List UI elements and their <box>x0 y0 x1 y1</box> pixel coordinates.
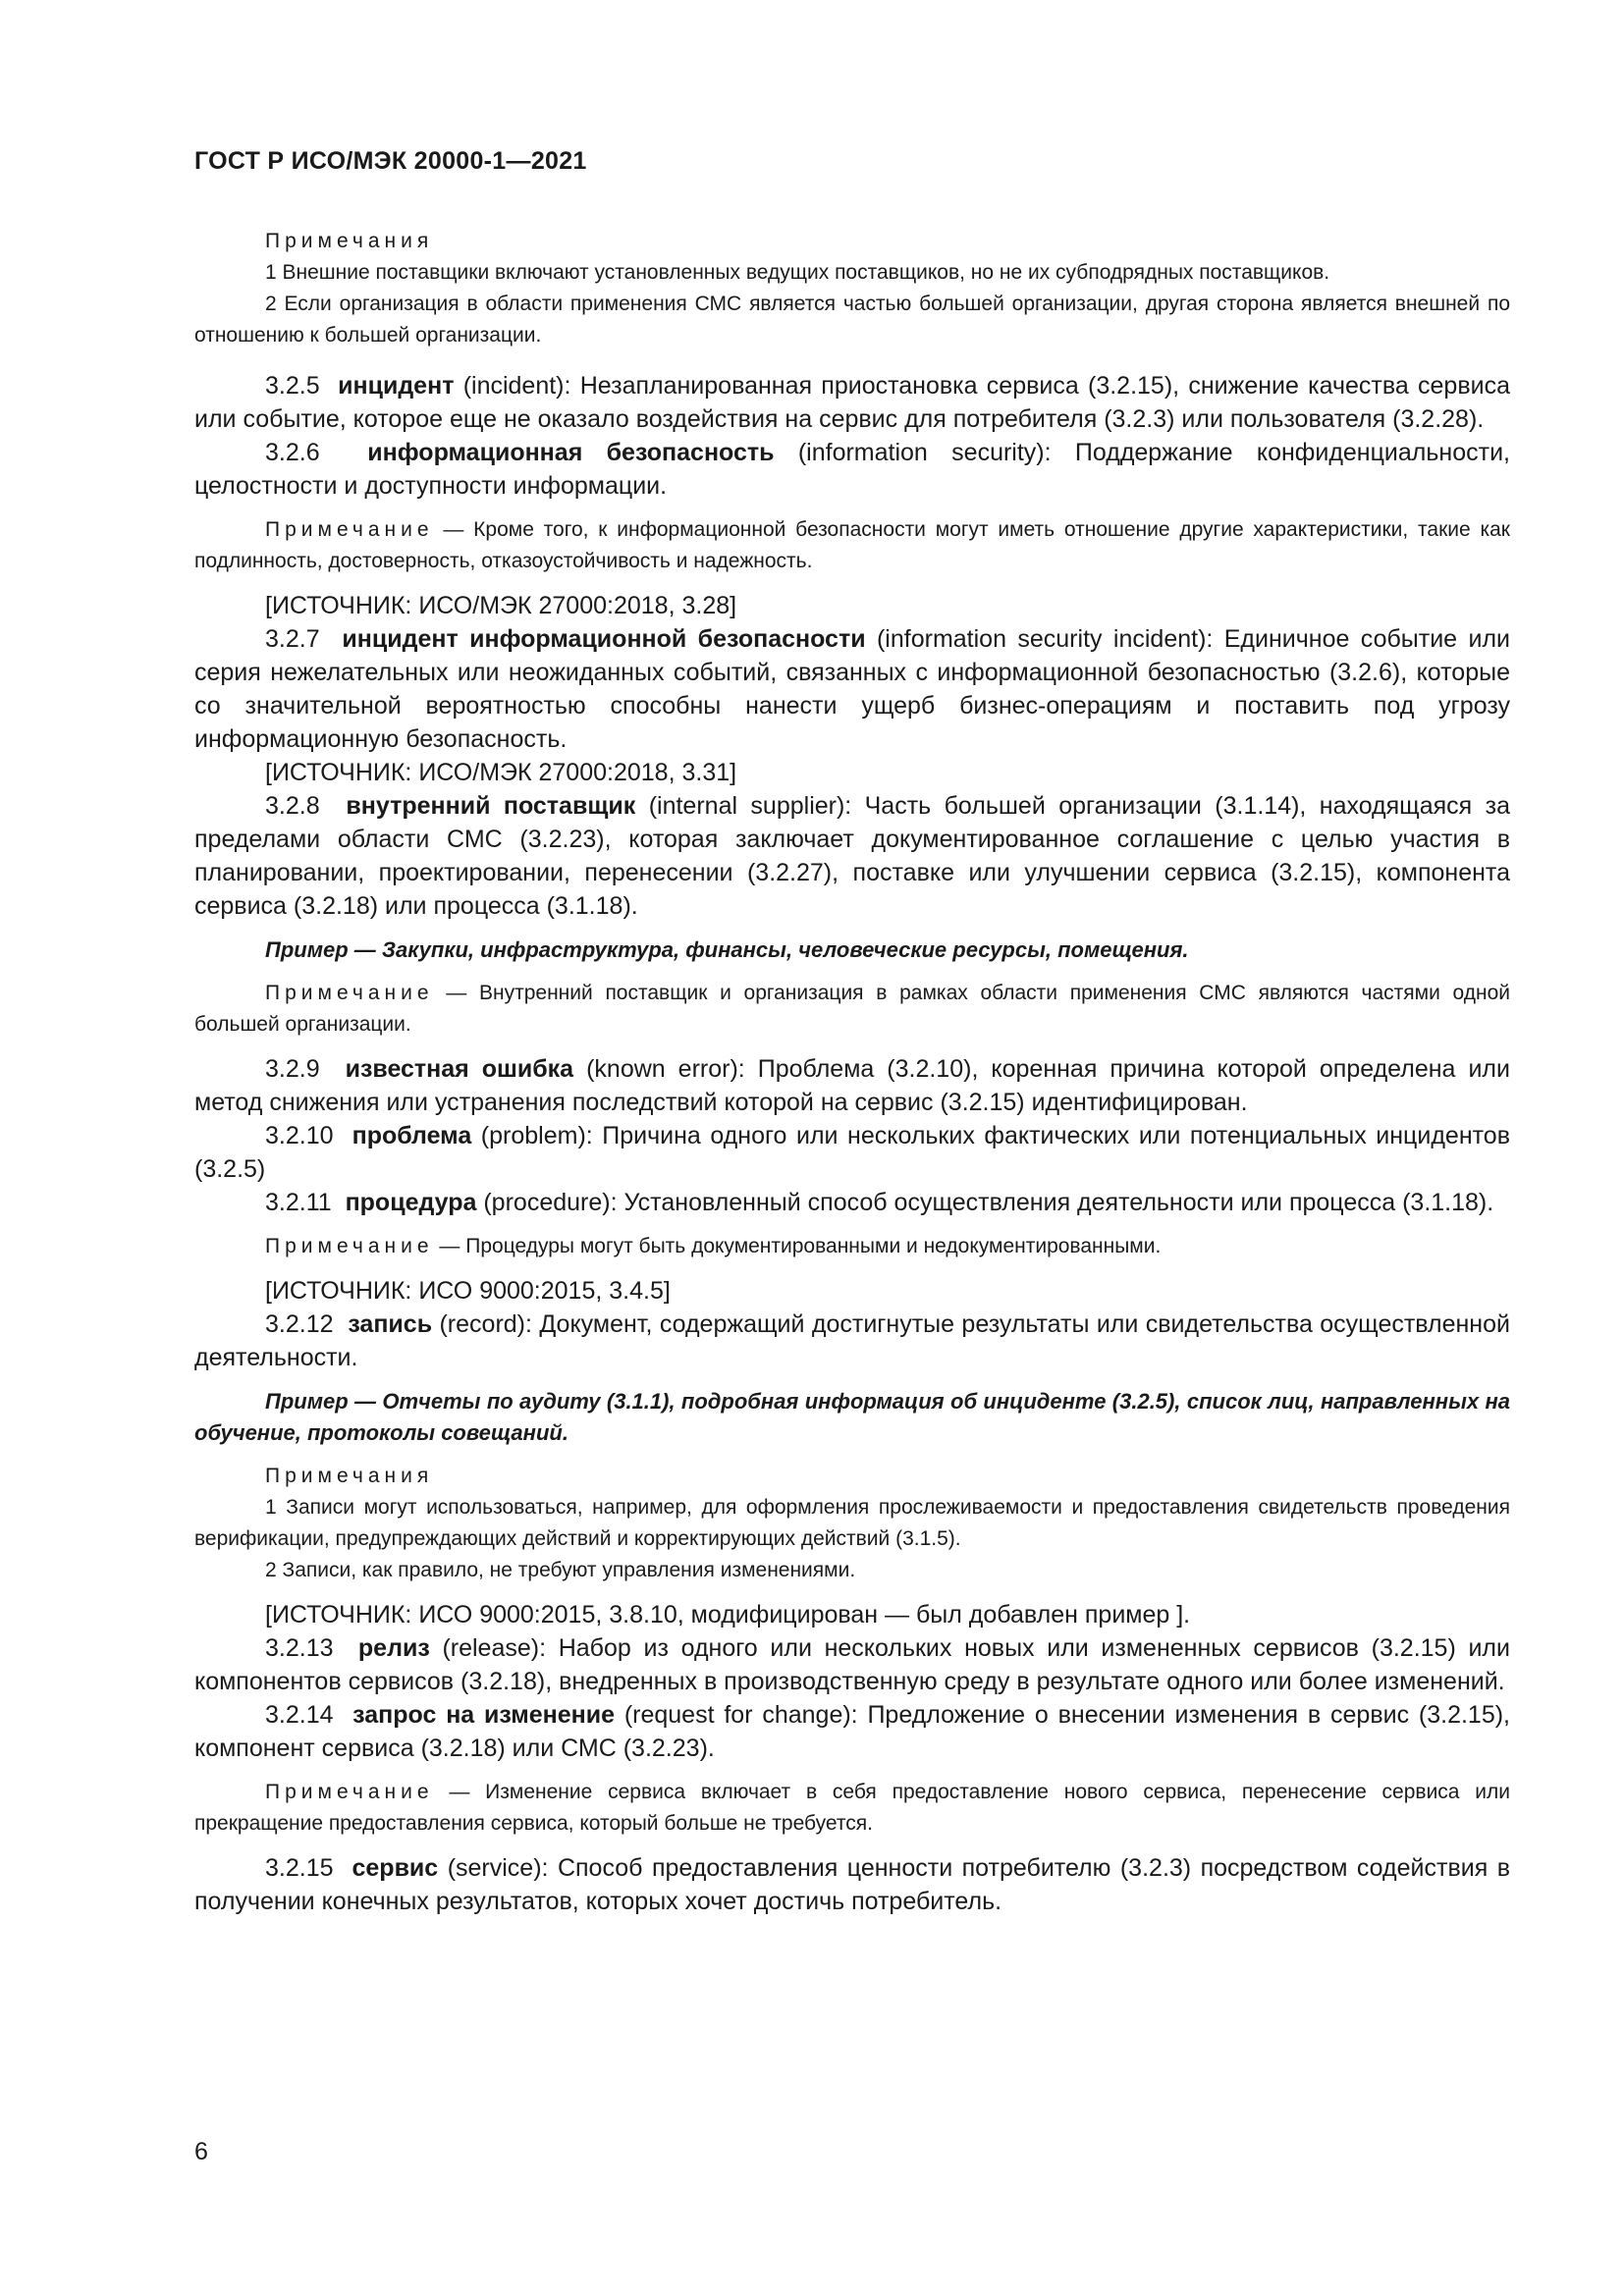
term-number: 3.2.14 <box>265 1701 334 1729</box>
note-text: — Кроме того, к информационной безопасности могут иметь отношение другие характеристики, такие как подлинность, достоверность, отказоустойчивость и надежность. <box>194 518 1510 572</box>
term-3-2-12 <box>194 1308 1510 1374</box>
term-3-2-6 <box>194 436 1510 503</box>
term-definition: (service): Способ предоставления ценности потребителю (3.2.3) посредством содействия в получении конечных результатов, которых хочет достичь потребитель. <box>194 1854 1510 1915</box>
term-name: релиз <box>357 1634 430 1662</box>
notes-heading: Примечания <box>265 1465 434 1487</box>
note-text: — Процедуры могут быть документированными и недокументированными. <box>439 1235 1162 1257</box>
term-definition: (release): Набор из одного или нескольких новых или измененных сервисов (3.2.15) или компонентов сервисов (3.2.18), внедренных в производственную среду в результате одного или более изменений. <box>194 1634 1510 1695</box>
term-name: внутренний поставщик <box>346 792 636 820</box>
term-3-2-8 <box>194 789 1510 923</box>
term-number: 3.2.15 <box>265 1854 334 1882</box>
term-number: 3.2.6 <box>265 439 320 466</box>
note-label: Примечание <box>265 1781 434 1803</box>
term-3-2-7 <box>194 622 1510 756</box>
term-3-2-13 <box>194 1631 1510 1698</box>
note-item: 1 Внешние поставщики включают установленных ведущих поставщиков, но не их субподрядных поставщиков. <box>265 261 1330 284</box>
page-number: 6 <box>194 2138 208 2165</box>
source-reference: [ИСТОЧНИК: ИСО 9000:2015, 3.4.5] <box>265 1277 671 1305</box>
term-name: известная ошибка <box>345 1055 574 1083</box>
note-item: 2 Записи, как правило, не требуют управления изменениями. <box>265 1559 856 1581</box>
term-definition: (record): Документ, содержащий достигнутые результаты или свидетельства осуществленной деятельности. <box>194 1310 1510 1371</box>
source-reference: [ИСТОЧНИК: ИСО 9000:2015, 3.8.10, модифицирован — был добавлен пример ]. <box>265 1601 1191 1629</box>
note-text: — Изменение сервиса включает в себя предоставление нового сервиса, перенесение сервиса или прекращение предоставления сервиса, который больше не требуется. <box>194 1781 1510 1835</box>
term-name: инцидент <box>338 372 455 400</box>
page-content <box>194 226 1510 1918</box>
example: Пример — Отчеты по аудиту (3.1.1), подробная информация об инциденте (3.2.5), список лиц, направленных на обучение, протоколы совещаний. <box>194 1389 1510 1445</box>
note <box>194 514 1510 577</box>
term-definition: (internal supplier): Часть большей организации (3.1.14), находящаяся за пределами области СМС (3.2.23), которая заключает документированное соглашение с целью участия в планировании, проектировании, перенесении (3.2.27), поставке или улучшении сервиса (3.2.15), компонента сервиса (3.2.18) или процесса (3.1.18). <box>194 792 1510 920</box>
note-label: Примечание <box>265 1235 434 1257</box>
term-3-2-10 <box>194 1119 1510 1186</box>
term-definition: (problem): Причина одного или нескольких фактических или потенциальных инцидентов (3.2.5) <box>194 1122 1510 1183</box>
term-definition: (request for change): Предложение о внесении изменения в сервис (3.2.15), компонент сервиса (3.2.18) или СМС (3.2.23). <box>194 1701 1510 1762</box>
term-number: 3.2.7 <box>265 625 320 653</box>
term-3-2-14 <box>194 1698 1510 1765</box>
term-number: 3.2.11 <box>265 1189 332 1216</box>
term-name: инцидент информационной безопасности <box>342 625 866 653</box>
note-item: 2 Если организация в области применения СМС является частью большей организации, другая сторона является внешней по отношению к большей организации. <box>194 293 1510 347</box>
term-name: сервис <box>352 1854 439 1882</box>
term-definition: (incident): Незапланированная приостановка сервиса (3.2.15), снижение качества сервиса или событие, которое еще не оказало воздействия на сервис для потребителя (3.2.3) или пользователя (3.2.28). <box>194 372 1510 433</box>
note-label: Примечание <box>265 982 434 1004</box>
term-name: запрос на изменение <box>352 1701 615 1729</box>
note-text: — Внутренний поставщик и организация в рамках области применения СМС являются частями одной большей организации. <box>194 982 1510 1036</box>
example: Пример — Закупки, инфраструктура, финансы, человеческие ресурсы, помещения. <box>265 937 1189 962</box>
term-name: проблема <box>352 1122 472 1149</box>
term-number: 3.2.10 <box>265 1122 334 1149</box>
term-3-2-5 <box>194 369 1510 436</box>
term-number: 3.2.13 <box>265 1634 334 1662</box>
source-reference: [ИСТОЧНИК: ИСО/МЭК 27000:2018, 3.31] <box>265 759 737 786</box>
term-number: 3.2.9 <box>265 1055 320 1083</box>
term-3-2-9 <box>194 1052 1510 1119</box>
source-reference: [ИСТОЧНИК: ИСО/МЭК 27000:2018, 3.28] <box>265 592 737 619</box>
term-3-2-11 <box>194 1186 1510 1219</box>
term-definition: (information security): Поддержание конфиденциальности, целостности и доступности информации. <box>194 439 1510 500</box>
note <box>194 1777 1510 1840</box>
term-number: 3.2.5 <box>265 372 320 400</box>
notes-heading: Примечания <box>265 230 434 252</box>
term-name: запись <box>348 1310 433 1338</box>
term-name: информационная безопасность <box>367 439 775 466</box>
note-label: Примечание <box>265 518 434 541</box>
term-number: 3.2.8 <box>265 792 320 820</box>
note <box>194 1231 1510 1262</box>
page-header-title: ГОСТ Р ИСО/МЭК 20000-1—2021 <box>194 147 587 175</box>
term-name: процедура <box>345 1189 477 1216</box>
term-number: 3.2.12 <box>265 1310 334 1338</box>
note <box>194 978 1510 1041</box>
note-item: 1 Записи могут использоваться, например, для оформления прослеживаемости и предоставления свидетельств проведения верификации, предупреждающих действий и корректирующих действий (3.1.5). <box>194 1496 1510 1550</box>
term-3-2-15 <box>194 1851 1510 1918</box>
term-definition: (procedure): Установленный способ осуществления деятельности или процесса (3.1.18). <box>483 1189 1494 1216</box>
term-definition: (known error): Проблема (3.2.10), коренная причина которой определена или метод снижения или устранения последствий которой на сервис (3.2.15) идентифицирован. <box>194 1055 1510 1116</box>
term-definition: (information security incident): Единичное событие или серия нежелательных или неожиданных событий, связанных с информационной безопасностью (3.2.6), которые со значительной вероятностью способны нанести ущерб бизнес-операциям и поставить под угрозу информационную безопасность. <box>194 625 1510 753</box>
